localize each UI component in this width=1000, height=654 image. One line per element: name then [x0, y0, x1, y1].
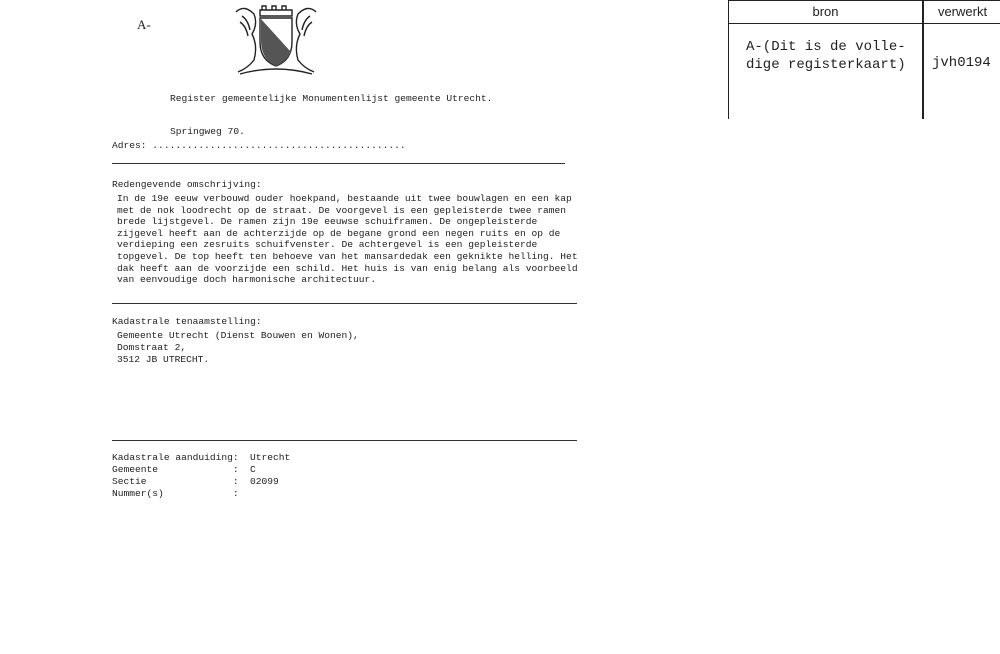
register-title: Register gemeentelijke Monumentenlijst gemeente Utrecht.: [170, 93, 493, 104]
bron-line: A-(Dit is de volle-: [746, 39, 906, 55]
column-header-bron: bron: [729, 1, 922, 24]
cadastral-value: 02099: [250, 476, 279, 487]
address-label: Adres: ............................................: [112, 140, 406, 151]
column-divider: [922, 1, 924, 119]
description-heading: Redengevende omschrijving:: [112, 179, 262, 190]
address-value: Springweg 70.: [170, 126, 245, 137]
description-line: van eenvoudige doch harmonische architectuur.: [117, 274, 377, 286]
cadastral-value: Utrecht: [250, 452, 291, 463]
description-line: dak heeft aan de voorzijde een schild. Het huis is van enig belang als voorbeeld: [117, 262, 578, 274]
owner-heading: Kadastrale tenaamstelling:: [112, 316, 262, 327]
owner-line: Gemeente Utrecht (Dienst Bouwen en Wonen),: [117, 330, 359, 341]
cadastral-label: Kadastrale aanduiding:: [112, 452, 239, 463]
divider: [112, 163, 565, 164]
owner-line: 3512 JB UTRECHT.: [117, 354, 210, 365]
cadastral-value: C: [250, 464, 256, 475]
cadastral-label: Nummer(s) :: [112, 488, 239, 499]
column-header-verwerkt: verwerkt: [924, 1, 1000, 24]
divider: [112, 303, 577, 304]
card-mark: A-: [137, 17, 151, 32]
divider: [112, 440, 577, 441]
source-table: [728, 0, 1000, 119]
verwerkt-value: jvh0194: [932, 55, 991, 71]
description-line: verdieping een zesruits schuifvenster. De achtergevel is een gepleisterde: [117, 239, 538, 251]
bron-line: dige registerkaart): [746, 57, 906, 73]
description-line: topgevel. De top heeft ten behoeve van het mansardedak een geknikte helling. Het: [117, 250, 578, 262]
cadastral-label: Gemeente :: [112, 464, 239, 475]
description-line: met de nok loodrecht op de straat. De voorgevel is een gepleisterde twee ramen: [117, 204, 567, 216]
cadastral-label: Sectie :: [112, 476, 239, 487]
description-text: [117, 193, 578, 286]
description-line: In de 19e eeuw verbouwd ouder hoekpand, bestaande uit twee bouwlagen en een kap: [117, 193, 572, 204]
description-line: brede lijstgevel. De ramen zijn 19e eeuwse schuiframen. De ongepleisterde: [117, 216, 538, 228]
owner-line: Domstraat 2,: [117, 342, 187, 353]
coat-of-arms-icon: [230, 2, 322, 80]
description-line: zijgevel heeft aan de achterzijde op de begane grond een negen ruits en op de: [117, 227, 561, 239]
